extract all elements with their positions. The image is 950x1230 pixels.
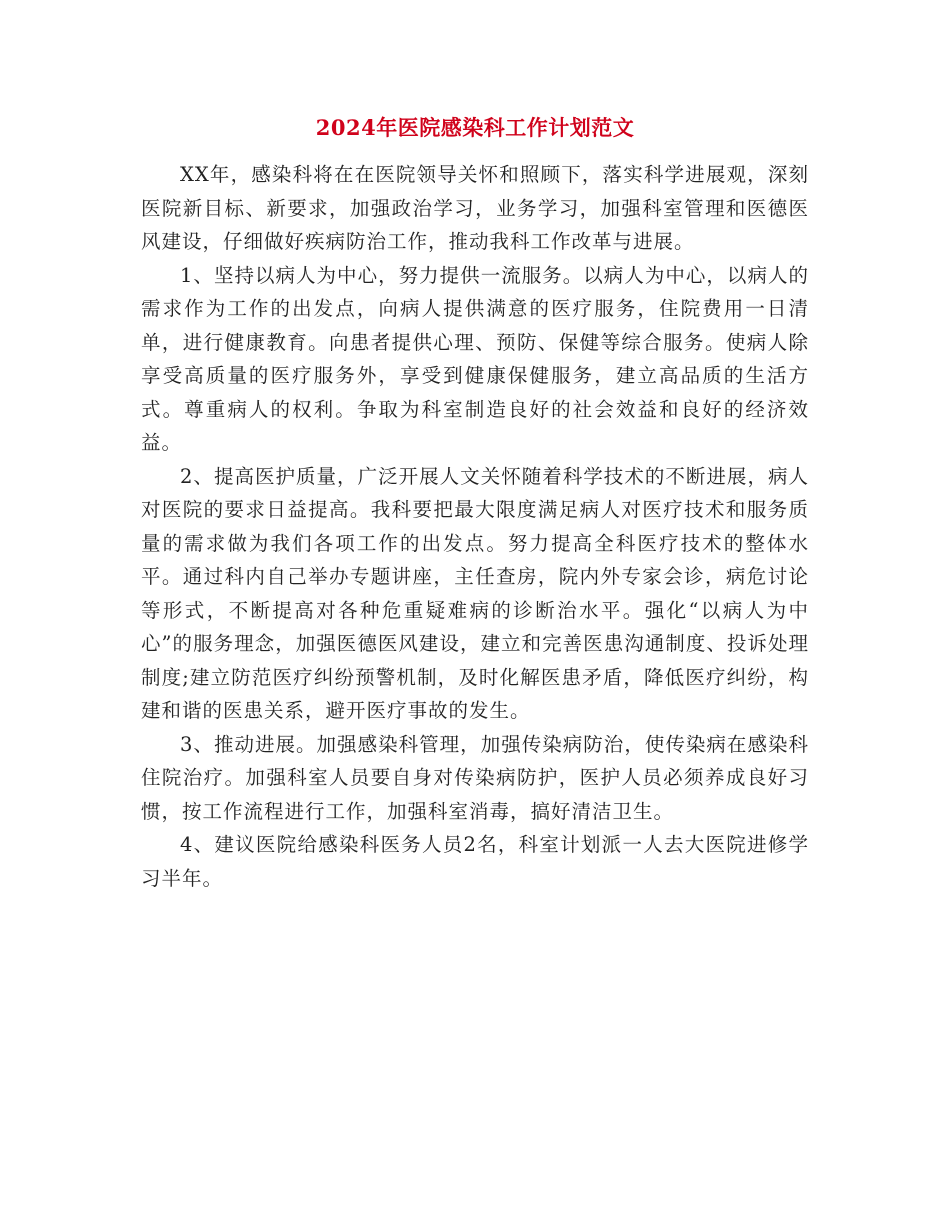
paragraph-3: 3、推动进展。加强感染科管理，加强传染病防治，使传染病在感染科住院治疗。加强科室人员要自身对传染病防护，医护人员必须养成良好习惯，按工作流程进行工作，加强科室消毒，搞好清洁卫生。 (141, 732, 809, 823)
document-body (141, 158, 809, 895)
paragraph-2: 2、提高医护质量，广泛开展人文关怀随着科学技术的不断进展，病人对医院的要求日益提高。我科要把最大限度满足病人对医疗技术和服务质量的需求做为我们各项工作的出发点。努力提高全科医疗技术的整体水平。通过科内自己举办专题讲座，主任查房，院内外专家会诊，病危讨论等形式，不断提高对各种危重疑难病的诊断治水平。强化“以病人为中心”的服务理念，加强医德医风建设，建立和完善医患沟通制度、投诉处理制度;建立防范医疗纠纷预警机制，及时化解医患矛盾，降低医疗纠纷，构建和谐的医患关系，避开医疗事故的发生。 (141, 464, 809, 722)
paragraph-4: 4、建议医院给感染科医务人员2名，科室计划派一人去大医院进修学习半年。 (141, 833, 809, 890)
document-title: 2024年医院感染科工作计划范文 (315, 115, 635, 140)
paragraph-intro: XX年，感染科将在在医院领导关怀和照顾下，落实科学进展观，深刻医院新目标、新要求，加强政治学习，业务学习，加强科室管理和医德医风建设，仔细做好疾病防治工作，推动我科工作改革与进展。 (141, 163, 809, 253)
paragraph-1: 1、坚持以病人为中心，努力提供一流服务。以病人为中心，以病人的需求作为工作的出发点，向病人提供满意的医疗服务，住院费用一日清单，进行健康教育。向患者提供心理、预防、保健等综合服务。使病人除享受高质量的医疗服务外，享受到健康保健服务，建立高品质的生活方式。尊重病人的权利。争取为科室制造良好的社会效益和良好的经济效益。 (141, 263, 809, 454)
